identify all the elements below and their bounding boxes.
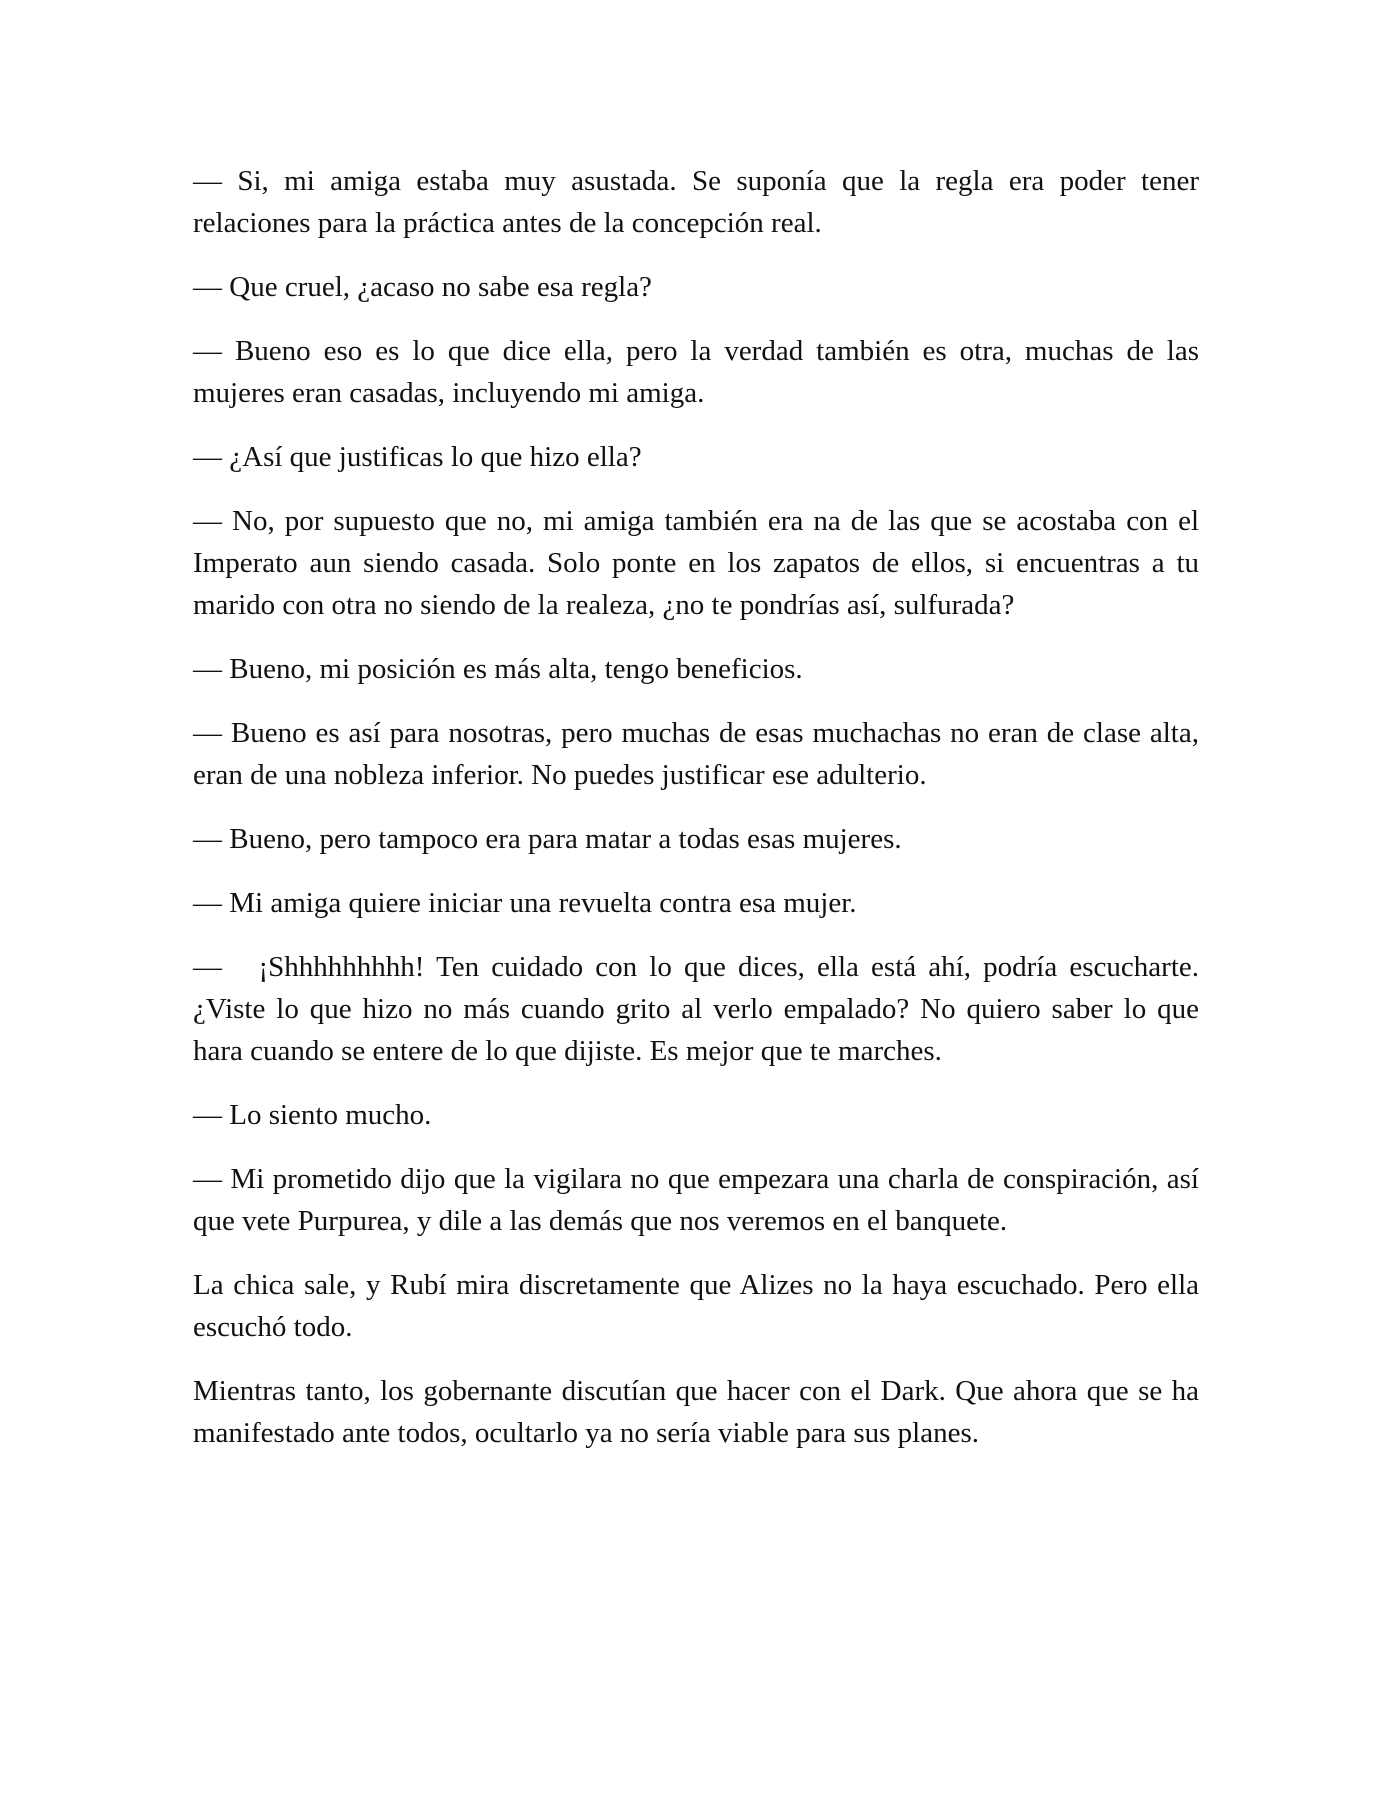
paragraph-6: — Bueno, mi posición es más alta, tengo beneficios. <box>193 653 803 685</box>
paragraph-9: — Mi amiga quiere iniciar una revuelta contra esa mujer. <box>193 887 857 919</box>
paragraph-10: — ¡Shhhhhhhhh! Ten cuidado con lo que dices, ella está ahí, podría escucharte. ¿Viste lo que hizo no más cuando grito al verlo empalado? No quiero saber lo que hara cuando se entere de lo que dijiste. Es mejor que te marches. <box>193 951 1207 1067</box>
paragraph-14: Mientras tanto, los gobernante discutían que hacer con el Dark. Que ahora que se ha manifestado ante todos, ocultarlo ya no sería viable para sus planes. <box>193 1375 1199 1449</box>
paragraph-7: — Bueno es así para nosotras, pero muchas de esas muchachas no eran de clase alta, eran de una nobleza inferior. No puedes justificar ese adulterio. <box>193 717 1199 791</box>
paragraph-3: — Bueno eso es lo que dice ella, pero la verdad también es otra, muchas de las mujeres eran casadas, incluyendo mi amiga. <box>193 335 1199 409</box>
paragraph-2: — Que cruel, ¿acaso no sabe esa regla? <box>193 271 652 303</box>
paragraph-5: — No, por supuesto que no, mi amiga también era na de las que se acostaba con el Imperato aun siendo casada. Solo ponte en los zapatos de ellos, si encuentras a tu marido con otra no siendo de la realeza, ¿no te pondrías así, sulfurada? <box>193 505 1199 621</box>
paragraph-13: La chica sale, y Rubí mira discretamente que Alizes no la haya escuchado. Pero ella escuchó todo. <box>193 1269 1199 1343</box>
paragraph-11: — Lo siento mucho. <box>193 1099 432 1131</box>
paragraph-4: — ¿Así que justificas lo que hizo ella? <box>193 441 642 473</box>
paragraph-12: — Mi prometido dijo que la vigilara no que empezara una charla de conspiración, así que vete Purpurea, y dile a las demás que nos veremos en el banquete. <box>193 1163 1199 1237</box>
paragraph-1: — Si, mi amiga estaba muy asustada. Se suponía que la regla era poder tener relaciones para la práctica antes de la concepción real. <box>193 165 1199 239</box>
paragraph-8: — Bueno, pero tampoco era para matar a todas esas mujeres. <box>193 823 902 855</box>
body-text <box>193 160 1207 1476</box>
